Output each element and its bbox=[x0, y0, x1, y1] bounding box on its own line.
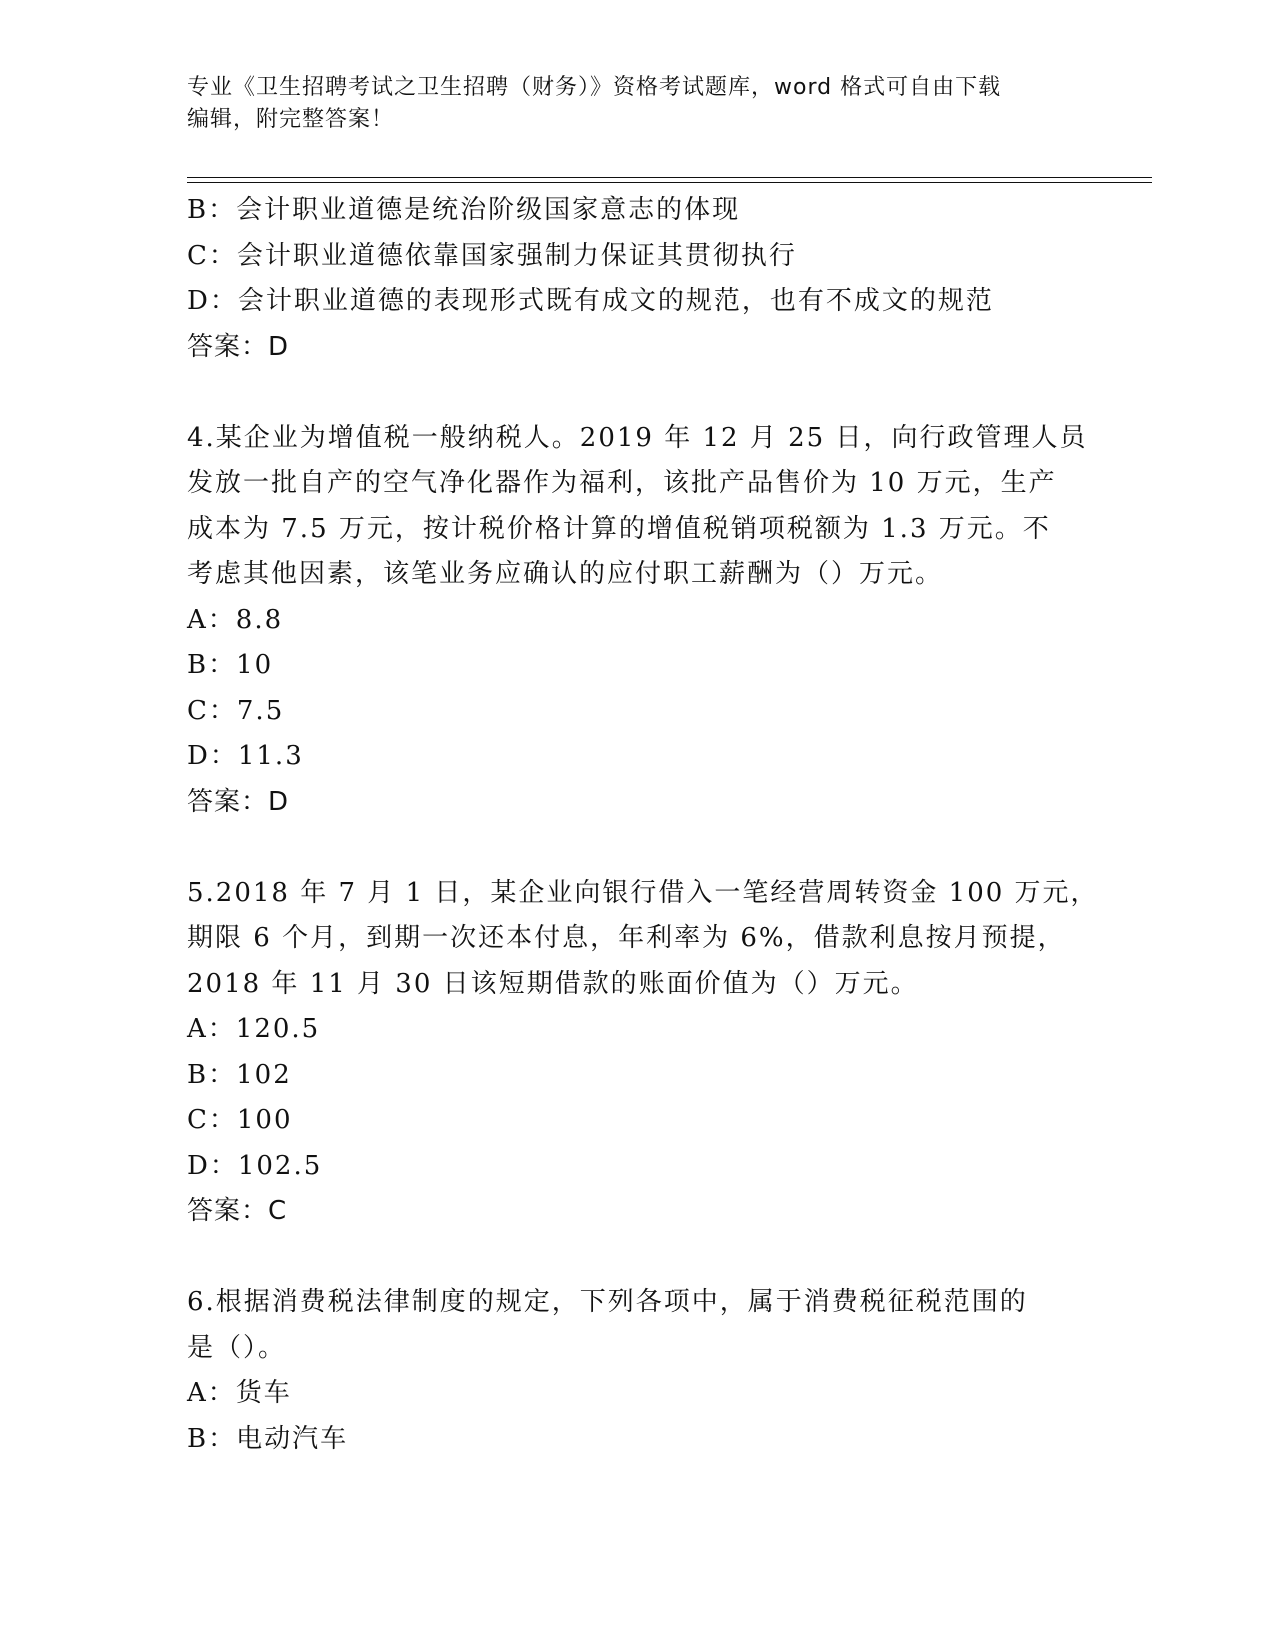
q5-stem-line-3: 2018 年 11 月 30 日该短期借款的账面价值为（）万元。 bbox=[187, 968, 919, 999]
header-line-2: 编辑，附完整答案！ bbox=[187, 107, 395, 132]
q4-option-c: C：7.5 bbox=[187, 695, 285, 726]
q4-stem-line-4: 考虑其他因素，该笔业务应确认的应付职工薪酬为（）万元。 bbox=[187, 559, 944, 589]
q5-option-b: B：102 bbox=[187, 1059, 292, 1090]
question-4 bbox=[187, 416, 1087, 826]
q4-option-a: A：8.8 bbox=[187, 604, 284, 635]
q3-option-d: D：会计职业道德的表现形式既有成文的规范，也有不成文的规范 bbox=[187, 286, 994, 316]
question-5 bbox=[187, 871, 1099, 1235]
q5-answer: 答案：C bbox=[187, 1196, 288, 1226]
q5-option-a: A：120.5 bbox=[187, 1014, 321, 1044]
q4-stem-line-2: 发放一批自产的空气净化器作为福利，该批产品售价为 10 万元，生产 bbox=[187, 468, 1057, 498]
q4-stem-line-1: 4.某企业为增值税一般纳税人。2019 年 12 月 25 日，向行政管理人员 bbox=[187, 422, 1088, 453]
q5-option-d: D：102.5 bbox=[187, 1150, 323, 1181]
q6-stem-line-2: 是（）。 bbox=[187, 1332, 287, 1363]
q3-option-b: B：会计职业道德是统治阶级国家意志的体现 bbox=[187, 195, 741, 225]
q6-stem-line-1: 6.根据消费税法律制度的规定，下列各项中，属于消费税征税范围的 bbox=[187, 1287, 1028, 1317]
document-header bbox=[187, 72, 1067, 136]
header-rule-top bbox=[187, 177, 1152, 178]
q5-stem-line-2: 期限 6 个月，到期一次还本付息，年利率为 6%，借款利息按月预提， bbox=[187, 923, 1066, 953]
q4-option-d: D：11.3 bbox=[187, 741, 304, 771]
q6-option-b: B：电动汽车 bbox=[187, 1423, 349, 1454]
question-6 bbox=[187, 1280, 1087, 1462]
question-content bbox=[187, 188, 1099, 1462]
q3-answer: 答案：D bbox=[187, 331, 290, 362]
q4-option-b: B：10 bbox=[187, 650, 274, 680]
q5-stem-line-1: 5.2018 年 7 月 1 日，某企业向银行借入一笔经营周转资金 100 万元， bbox=[187, 877, 1099, 908]
q5-option-c: C：100 bbox=[187, 1105, 293, 1135]
question-3-tail bbox=[187, 188, 1087, 370]
header-rule-bottom bbox=[187, 182, 1152, 183]
q4-stem-line-3: 成本为 7.5 万元，按计税价格计算的增值税销项税额为 1.3 万元。不 bbox=[187, 513, 1051, 544]
q4-answer: 答案：D bbox=[187, 786, 290, 817]
q3-option-c: C：会计职业道德依靠国家强制力保证其贯彻执行 bbox=[187, 240, 797, 271]
header-line-1: 专业《卫生招聘考试之卫生招聘（财务）》资格考试题库，word 格式可自由下载 bbox=[187, 75, 1002, 100]
q6-option-a: A：货车 bbox=[187, 1378, 292, 1408]
